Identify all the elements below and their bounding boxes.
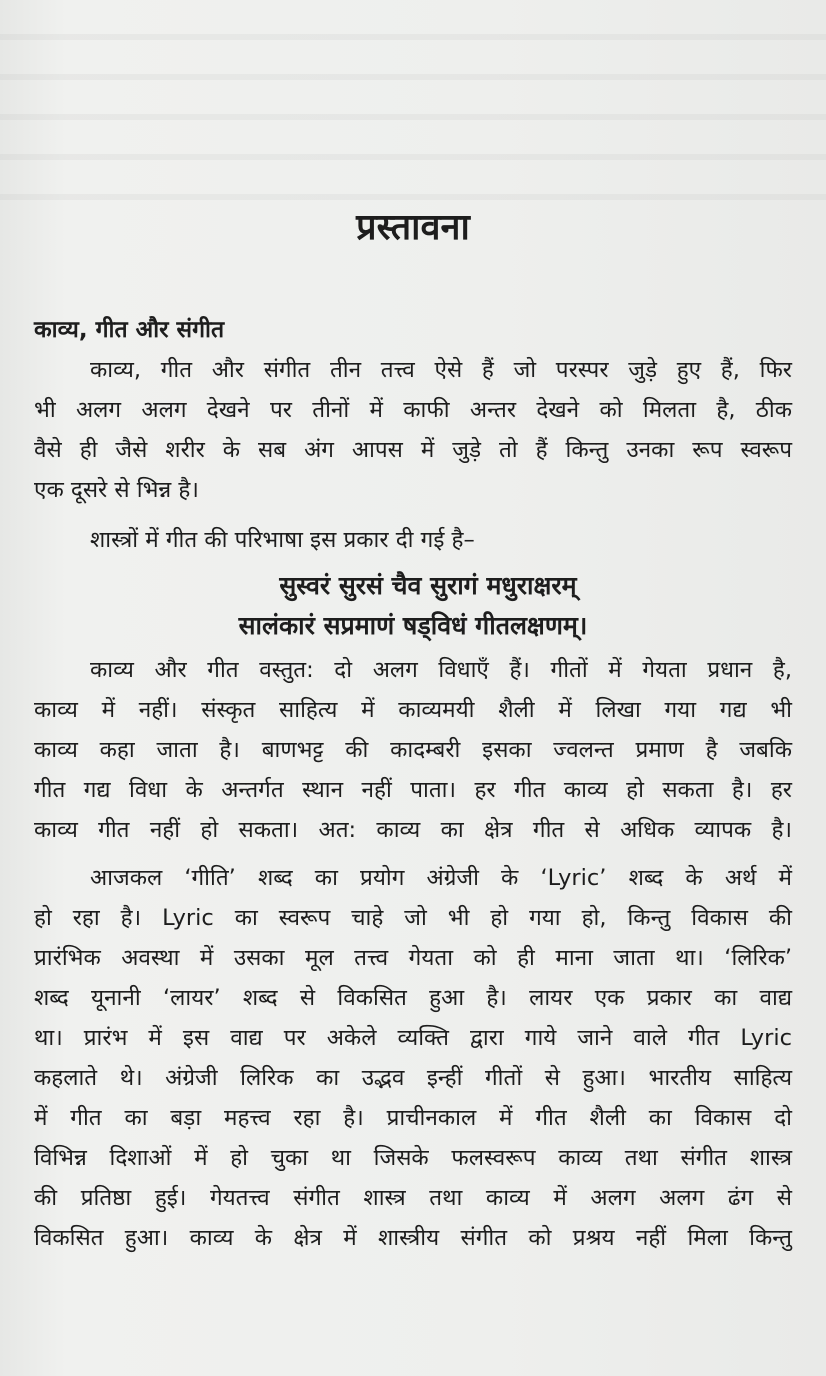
paragraph-poetry-vs-song [34, 650, 792, 850]
text-line: काव्य में नहीं। संस्कृत साहित्य में काव्यमयी शैली में लिखा गया गद्य भी [34, 697, 792, 723]
text-line: वैसे ही जैसे शरीर के सब अंग आपस में जुड़े तो हैं किन्तु उनका रूप स्वरूप [34, 437, 792, 463]
text-line: काव्य गीत नहीं हो सकता। अत: काव्य का क्षेत्र गीत से अधिक व्यापक है। [34, 817, 792, 843]
text-line: विकसित हुआ। काव्य के क्षेत्र में शास्त्रीय संगीत को प्रश्रय नहीं मिला किन्तु [34, 1225, 792, 1251]
text-line: की प्रतिष्ठा हुई। गेयतत्त्व संगीत शास्त्र तथा काव्य में अलग अलग ढंग से [34, 1185, 792, 1211]
text-line: गीत गद्य विधा के अन्तर्गत स्थान नहीं पाता। हर गीत काव्य हो सकता है। हर [34, 777, 792, 803]
sanskrit-verse [0, 566, 826, 646]
text-line: काव्य और गीत वस्तुत: दो अलग विधाएँ हैं। गीतों में गेयता प्रधान है, [90, 657, 792, 683]
text-line: विभिन्न दिशाओं में हो चुका था जिसके फलस्वरूप काव्य तथा संगीत शास्त्र [34, 1145, 792, 1171]
section-heading: काव्य, गीत और संगीत [34, 317, 225, 343]
page-title: प्रस्तावना [356, 207, 470, 248]
paragraph-definition-intro [34, 520, 792, 560]
text-line: था। प्रारंभ में इस वाद्य पर अकेले व्यक्ति द्वारा गाये जाने वाले गीत Lyric [34, 1025, 792, 1051]
text-line: प्रारंभिक अवस्था में उसका मूल तत्त्व गेयता को ही माना जाता था। ‘लिरिक’ [34, 945, 792, 971]
text-line: एक दूसरे से भिन्न है। [34, 477, 199, 503]
text-line: कहलाते थे। अंग्रेजी लिरिक का उद्भव इन्हीं गीतों से हुआ। भारतीय साहित्य [34, 1065, 792, 1091]
text-line: भी अलग अलग देखने पर तीनों में काफी अन्तर देखने को मिलता है, ठीक [34, 397, 792, 423]
text-line: हो रहा है। Lyric का स्वरूप चाहे जो भी हो गया हो, किन्तु विकास की [34, 905, 792, 931]
text-line: शब्द यूनानी ‘लायर’ शब्द से विकसित हुआ है। लायर एक प्रकार का वाद्य [34, 985, 792, 1011]
bleed-through-texture [0, 0, 826, 200]
text-line: काव्य, गीत और संगीत तीन तत्त्व ऐसे हैं जो परस्पर जुड़े हुए हैं, फिर [90, 357, 792, 383]
verse-line: सुस्वरं सुरसं चैव सुरागं मधुराक्षरम् [279, 571, 577, 600]
text-line: शास्त्रों में गीत की परिभाषा इस प्रकार दी गई है– [90, 527, 475, 553]
text-line: काव्य कहा जाता है। बाणभट्ट की कादम्बरी इसका ज्वलन्त प्रमाण है जबकि [34, 737, 792, 763]
paragraph-intro [34, 350, 792, 510]
verse-line: सालंकारं सप्रमाणं षड्विधं गीतलक्षणम्। [238, 611, 588, 640]
paragraph-lyric [34, 858, 792, 1258]
text-line: आजकल ‘गीति’ शब्द का प्रयोग अंग्रेजी के ‘Lyric’ शब्द के अर्थ में [90, 865, 792, 891]
text-line: में गीत का बड़ा महत्त्व रहा है। प्राचीनकाल में गीत शैली का विकास दो [34, 1105, 792, 1131]
